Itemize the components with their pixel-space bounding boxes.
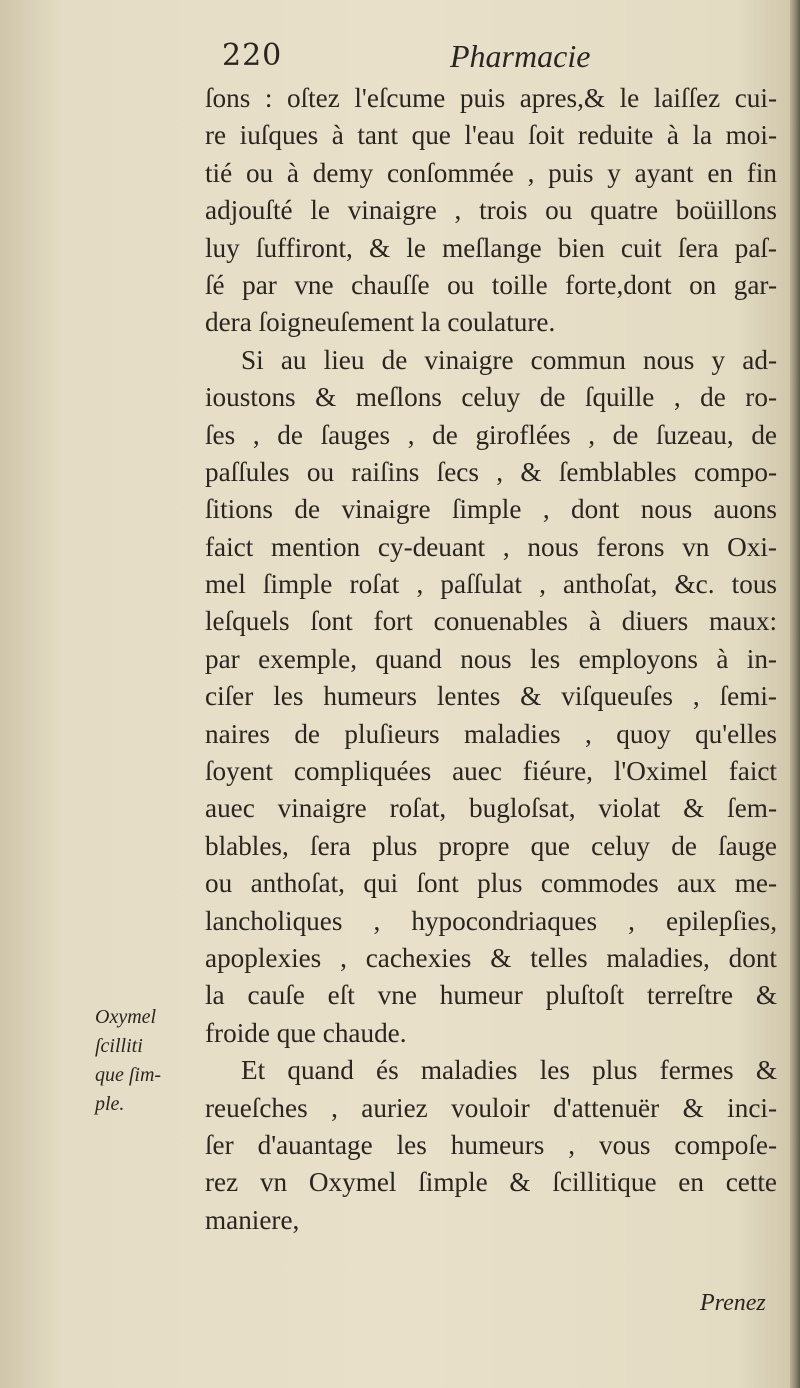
text-line: faict mention cy-deuant , nous ferons vn Oxi- <box>205 531 777 562</box>
text-line: apoplexies , cachexies & telles maladies, dont <box>205 942 777 973</box>
catchword: Prenez <box>700 1290 766 1316</box>
text-line: ou anthoſat, qui ſont plus commodes aux me- <box>205 868 777 899</box>
margin-note-line: ſcilliti <box>95 1035 143 1057</box>
text-line: ſé par vne chauſſe ou toille forte,dont on gar- <box>205 269 777 300</box>
text-line: ſitions de vinaigre ſimple , dont nous auons <box>205 494 777 525</box>
text-line: maniere, <box>205 1204 300 1235</box>
text-line: par exemple, quand nous les employons à in- <box>205 643 777 674</box>
running-title: Pharmacie <box>450 38 591 74</box>
body-text <box>205 80 777 1239</box>
page-edge-shadow <box>790 0 800 1388</box>
text-line: ſes , de ſauges , de giroflées , de ſuzeau, de <box>205 419 777 450</box>
text-line: dera ſoigneuſement la coulature. <box>205 307 556 338</box>
text-line: rez vn Oxymel ſimple & ſcillitique en cette <box>205 1167 777 1198</box>
margin-note-line: Oxymel <box>95 1006 157 1028</box>
text-line: mel ſimple roſat , paſſulat , anthoſat, &c. tous <box>205 569 777 600</box>
text-line: paſſules ou raiſins ſecs , & ſemblables compo- <box>205 456 777 487</box>
text-line: Et quand és maladies les plus fermes & <box>241 1055 777 1086</box>
running-head <box>222 38 612 78</box>
text-line: lancholiques , hypocondriaques , epilepſies, <box>205 905 777 936</box>
text-line: reueſches , auriez vouloir d'attenuër & inci- <box>205 1092 777 1123</box>
margin-note <box>95 1003 190 1119</box>
text-line: la cauſe eſt vne humeur pluſtoſt terreſtre & <box>205 980 777 1011</box>
page-number: 220 <box>222 38 283 73</box>
text-line: tié ou à demy conſommée , puis y ayant en fin <box>205 157 777 188</box>
text-line: auec vinaigre roſat, bugloſsat, violat & ſem- <box>205 793 777 824</box>
text-line: ioustons & meſlons celuy de ſquille , de ro- <box>205 382 777 413</box>
text-line: adjouſté le vinaigre , trois ou quatre boüillons <box>205 195 777 226</box>
text-line: re iuſques à tant que l'eau ſoit reduite à la moi- <box>205 120 777 151</box>
text-line: naires de pluſieurs maladies , quoy qu'elles <box>205 718 777 749</box>
margin-note-line: que ſim- <box>95 1064 162 1086</box>
text-line: ſons : oſtez l'eſcume puis apres,& le laiſſez cui- <box>205 83 777 113</box>
text-line: Si au lieu de vinaigre commun nous y ad- <box>241 344 777 375</box>
text-line: luy ſuffiront, & le meſlange bien cuit ſera paſ- <box>205 232 777 263</box>
text-line: ſoyent compliquées auec fiéure, l'Oximel faict <box>205 756 777 787</box>
text-line: ſer d'auantage les humeurs , vous compoſe- <box>205 1129 777 1160</box>
text-line: leſquels ſont fort conuenables à diuers maux: <box>205 606 777 637</box>
text-line: ciſer les humeurs lentes & viſqueuſes , ſemi- <box>205 681 777 712</box>
text-line: blables, ſera plus propre que celuy de ſauge <box>205 830 777 861</box>
margin-note-line: ple. <box>95 1093 125 1115</box>
text-line: froide que chaude. <box>205 1017 407 1048</box>
